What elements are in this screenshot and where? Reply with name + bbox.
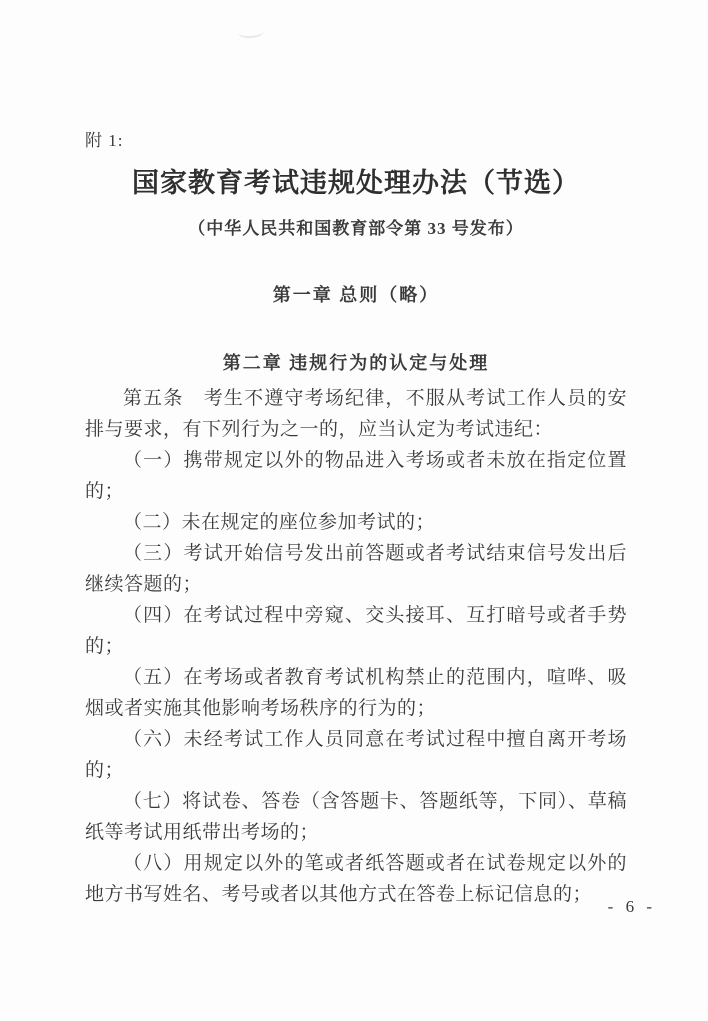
- paragraph-item-1: （一）携带规定以外的物品进入考场或者未放在指定位置的；: [85, 450, 627, 502]
- chapter-1-heading: 第一章 总则（略）: [272, 285, 440, 305]
- article-body: [85, 383, 627, 910]
- paragraph-article-5: 第五条 考生不遵守考场纪律，不服从考试工作人员的安排与要求，有下列行为之一的，应当认定为考试违纪：: [85, 388, 627, 440]
- paragraph-item-7: （七）将试卷、答卷（含答题卡、答题纸等，下同）、草稿纸等考试用纸带出考场的；: [85, 791, 627, 843]
- paragraph-item-2: （二）未在规定的座位参加考试的；: [123, 512, 436, 533]
- document-subtitle: （中华人民共和国教育部令第 33 号发布）: [188, 219, 524, 238]
- page-number: - 6 -: [607, 897, 656, 916]
- document-title: 国家教育考试违规处理办法（节选）: [132, 168, 580, 198]
- paragraph-item-8: （八）用规定以外的笔或者纸答题或者在试卷规定以外的地方书写姓名、考号或者以其他方式在答卷上标记信息的；: [85, 853, 627, 905]
- document-content: [85, 126, 627, 910]
- paragraph-item-5: （五）在考场或者教育考试机构禁止的范围内，喧哗、吸烟或者实施其他影响考场秩序的行为的；: [85, 667, 627, 719]
- paragraph-item-4: （四）在考试过程中旁窥、交头接耳、互打暗号或者手势的；: [85, 605, 627, 657]
- chapter-2-heading: 第二章 违规行为的认定与处理: [222, 353, 490, 373]
- paragraph-item-3: （三）考试开始信号发出前答题或者考试结束信号发出后继续答题的；: [85, 543, 627, 595]
- attachment-label: 附 1:: [85, 131, 124, 150]
- scan-artifact: [238, 25, 265, 39]
- paragraph-item-6: （六）未经考试工作人员同意在考试过程中擅自离开考场的；: [85, 729, 627, 781]
